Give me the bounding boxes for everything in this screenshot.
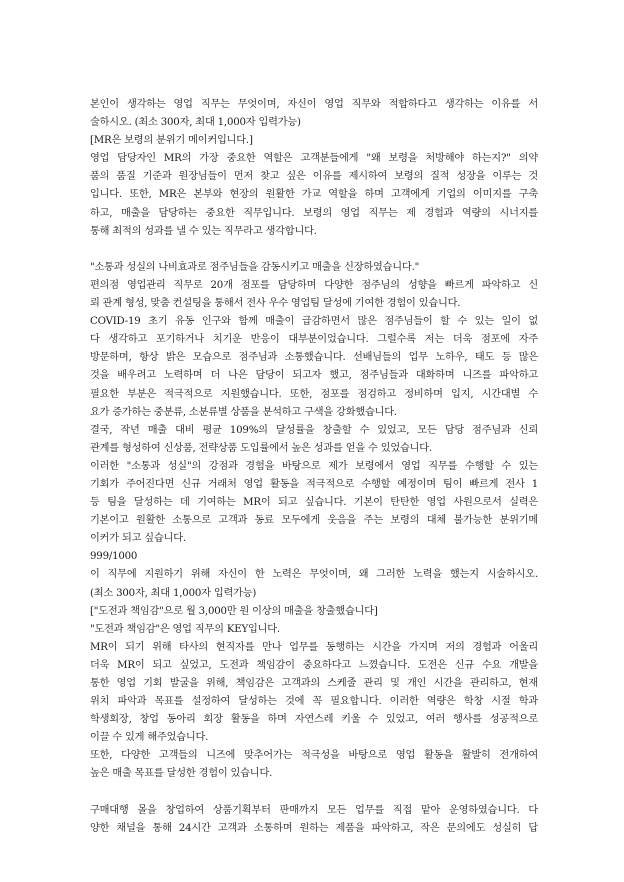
q1-question-line-1: 본인이 생각하는 영업 직무는 무엇이며, 자신이 영업 직무와 적합하다고 생각하는 이유를 서	[90, 99, 538, 110]
q2-para2-line: 높은 매출 목표를 달성한 경험이 있습니다.	[90, 768, 273, 780]
q1-para1-line: 하고, 매출을 담당하는 중요한 직무입니다. 보령의 영업 직무는 제 경험과 역량의 시너지를	[90, 207, 538, 219]
q2-para3-line: 구매대행 몰을 창업하여 상품기획부터 판매까지 모든 업무를 직접 맡아 운영하였습니다. 다	[90, 804, 538, 816]
q1-para4-line: 기본이고 원활한 소통으로 고객과 동료 모두에게 웃음을 주는 보령의 대체 불가능한 분위기메	[90, 515, 538, 527]
q2-question-line-2: (최소 300자, 최대 1,000자 입력가능)	[90, 587, 257, 599]
q1-para2-line: 뢰 관계 형성, 맞춤 컨설팅을 통해서 전사 우수 영업팀 달성에 기여한 경험이 있습니다.	[90, 298, 461, 310]
q1-para1-line: 영업 담당자인 MR의 가장 중요한 역할은 고객분들에게 "왜 보령을 처방해야 하는지?" 의약	[90, 153, 538, 165]
q1-para1-line: 품의 품질 기준과 원장님들이 먼저 찾고 싶은 이유를 제시하여 보령의 질적 성장을 이루는 것	[90, 171, 538, 183]
q1-char-count: 999/1000	[90, 551, 138, 563]
q2-title: ["도전과 책임감"으로 월 3,000만 원 이상의 매출을 창출했습니다]	[90, 605, 378, 617]
q2-para3-line: 양한 채널을 통해 24시간 고객과 소통하며 원하는 제품을 파악하고, 작은 문의에도 성실히 답	[90, 822, 538, 834]
q1-title: [MR은 보령의 분위기 메이커입니다.]	[90, 135, 253, 147]
essay-content	[90, 96, 538, 838]
q1-para2-line: 편의점 영업관리 직무로 20개 점포를 담당하며 다양한 점주님의 성향을 빠르게 파악하고 신	[90, 279, 538, 291]
q1-para2-line: 것을 배우려고 노력하며 더 나은 담당이 되고자 했고, 점주님들과 대화하며 니즈를 파악하고	[90, 370, 538, 382]
q1-para1-line: 통해 최적의 성과를 낼 수 있는 직무라고 생각합니다.	[90, 225, 317, 237]
q1-para3-line: 관계를 형성하여 신상품, 전략상품 도입률에서 높은 성과를 얻을 수 있었습니다.	[90, 442, 432, 454]
q1-para3-line: 결국, 작년 매출 대비 평균 109%의 달성률을 창출할 수 있었고, 모든 담당 점주님과 신뢰	[90, 424, 538, 436]
blank-line	[90, 784, 538, 802]
q1-para2-line: 다 생각하고 포기하거나 치기운 반응이 대부분이었습니다. 그럴수록 저는 더욱 점포에 자주	[90, 334, 538, 346]
q1-para2-line: COVID-19 초기 유동 인구와 함께 매출이 급감하면서 많은 점주님들이 할 수 있는 일이 없	[90, 316, 538, 328]
q2-question-line-1: 이 직무에 지원하기 위해 자신이 한 노력은 무엇이며, 왜 그러한 노력을 했는지 시술하시오.	[90, 569, 538, 581]
q2-para1-line: MR이 되기 위해 타사의 현직자를 만나 업무를 동행하는 시간을 가지며 저의 경험과 어울리	[90, 641, 538, 653]
q2-para2-line: 또한, 다양한 고객들의 니즈에 맞추어가는 적극성을 바탕으로 영업 활동을 활발히 전개하여	[90, 750, 538, 762]
q1-para4-line: 이커가 되고 싶습니다.	[90, 533, 186, 545]
q2-para1-line: 위치 파악과 목표를 설정하여 달성하는 것에 꼭 필요합니다. 이러한 역량은 학창 시절 학과	[90, 696, 538, 708]
q1-para1-line: 입니다. 또한, MR은 본부와 현장의 원활한 가교 역할을 하며 고객에게 기업의 이미지를 구축	[90, 189, 538, 201]
q1-para2-line: 필요한 부분은 적극적으로 지원했습니다. 또한, 점포를 점검하고 정비하며 입지, 시간대별 수	[90, 388, 538, 400]
q2-para1-line: 더욱 MR이 되고 싶었고, 도전과 책임감이 중요하다고 느꼈습니다. 도전은 신규 수요 개발을	[90, 659, 538, 671]
q2-subtitle: "도전과 책임감"은 영업 직무의 KEY입니다.	[90, 623, 280, 635]
q1-para4-line: 이러한 "소통과 성실"의 강점과 경험을 바탕으로 제가 보령에서 영업 직무를 수행할 수 있는	[90, 460, 538, 472]
q1-para2-line: 요가 증가하는 중분류, 소분류별 상품을 분석하고 구색을 강화했습니다.	[90, 406, 397, 418]
blank-line	[90, 241, 538, 259]
q1-quote: "소통과 성실의 나비효과로 점주님들을 감동시키고 매출을 신장하였습니다."	[90, 261, 420, 273]
q1-question-line-2: 술하시오. (최소 300자, 최대 1,000자 입력가능)	[90, 117, 301, 129]
q2-para1-line: 학생회장, 창업 동아리 회장 활동을 하며 자연스레 키울 수 있었고, 여러 행사를 성공적으로	[90, 714, 538, 726]
q1-para4-line: 등 팀을 달성하는 데 기여하는 MR이 되고 싶습니다. 기본이 탄탄한 영업 사원으로서 실력은	[90, 497, 538, 509]
q1-para4-line: 기회가 주어진다면 신규 거래처 영업 활동을 적극적으로 수행할 예정이며 팀이 빠르게 전사 1	[90, 478, 538, 490]
q1-para2-line: 방문하며, 항상 밝은 모습으로 점주님과 소통했습니다. 선배님들의 업무 노하우, 태도 등 많은	[90, 352, 538, 364]
q2-para1-line: 이끌 수 있게 해주었습니다.	[90, 732, 209, 744]
q2-para1-line: 통한 영업 기회 발굴을 위해, 책임감은 고객과의 스케줄 관리 및 개인 시간을 관리하고, 현재	[90, 678, 538, 689]
